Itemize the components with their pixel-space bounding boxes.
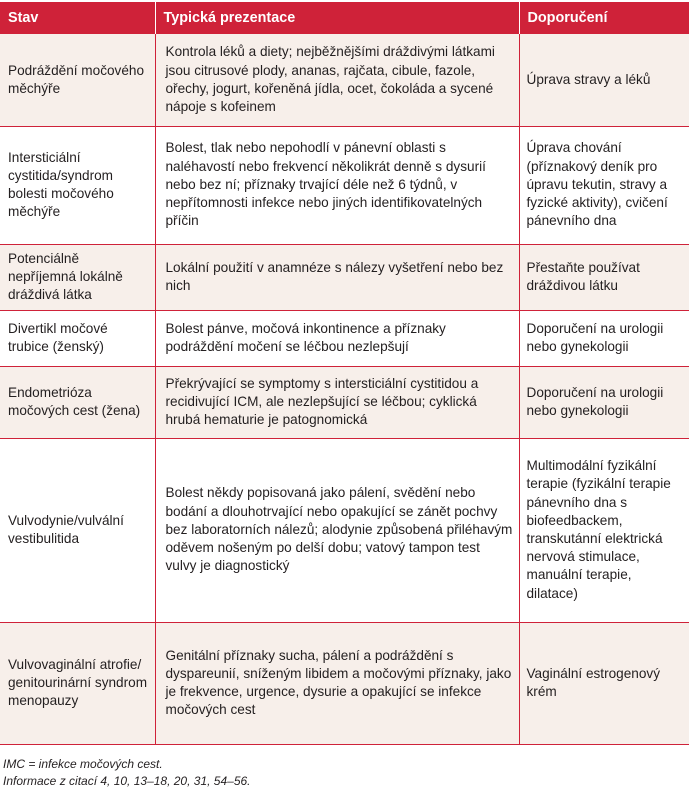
table-row xyxy=(0,310,689,366)
table-body xyxy=(0,34,689,744)
presentation-cell: Bolest, tlak nebo nepohodlí v pánevní oblasti s naléhavostí nebo frekvencí několikrát denně s dysurií nebo bez ní; příznaky trvající déle než 6 týdnů, v nepřítomnosti infekce nebo jiných identifikovatelných příčin xyxy=(155,126,519,244)
presentation-cell: Kontrola léků a diety; nejběžnějšími dráždivými látkami jsou citrusové plody, ananas, rajčata, cibule, fazole, ořechy, jogurt, kořeněná jídla, ocet, čokoláda a sycené nápoje s kofeinem xyxy=(155,34,519,126)
table-row xyxy=(0,244,689,310)
source-note: Informace z citací 4, 10, 13–18, 20, 31, 54–56. xyxy=(3,773,251,788)
recommendation-cell: Přestaňte používat dráždivou látku xyxy=(519,244,689,310)
condition-cell: Intersticiální cystitida/syndrom bolesti močového měchýře xyxy=(0,126,155,244)
presentation-cell: Lokální použití v anamnéze s nálezy vyšetření nebo bez nich xyxy=(155,244,519,310)
presentation-cell: Genitální příznaky sucha, pálení a podráždění s dyspareunií, sníženým libidem a močovými příznaky, jako je frekvence, urgence, dysurie a opakující se infekce močových cest xyxy=(155,622,519,744)
abbreviation-note: IMC = infekce močových cest. xyxy=(3,757,163,771)
differential-diagnosis-table xyxy=(0,2,689,745)
header-row xyxy=(0,2,689,34)
header-condition: Stav xyxy=(0,2,155,34)
table-row xyxy=(0,438,689,622)
condition-cell: Potenciálně nepříjemná lokálně dráždivá látka xyxy=(0,244,155,310)
footnotes xyxy=(3,756,251,789)
condition-cell: Vulvodynie/vulvální vestibulitida xyxy=(0,438,155,622)
recommendation-cell: Multimodální fyzikální terapie (fyzikální terapie pánevního dna s biofeedbackem, transkutánní elektrická nervová stimulace, manuální terapie, dilatace) xyxy=(519,438,689,622)
condition-cell: Podráždění močového měchýře xyxy=(0,34,155,126)
table-row xyxy=(0,622,689,744)
header-recommendation: Doporučení xyxy=(519,2,689,34)
condition-cell: Vulvovaginální atrofie/ genitourinární syndrom menopauzy xyxy=(0,622,155,744)
presentation-cell: Překrývající se symptomy s intersticiální cystitidou a recidivující ICM, ale nezlepšující se léčbou; cyklická hrubá hematurie je patognomická xyxy=(155,366,519,438)
recommendation-cell: Doporučení na urologii nebo gynekologii xyxy=(519,310,689,366)
table-row xyxy=(0,366,689,438)
presentation-cell: Bolest někdy popisovaná jako pálení, svědění nebo bodání a dlouhotrvající nebo opakující se zánět pochvy bez laboratorních nálezů; alodynie způsobená přiléhavým oděvem nošeným po delší dobu; vatový tampon test vulvy je diagnostický xyxy=(155,438,519,622)
recommendation-cell: Doporučení na urologii nebo gynekologii xyxy=(519,366,689,438)
table-row xyxy=(0,126,689,244)
recommendation-cell: Úprava chování (příznakový deník pro úpravu tekutin, stravy a fyzické aktivity), cvičení pánevního dna xyxy=(519,126,689,244)
condition-cell: Endometrióza močových cest (žena) xyxy=(0,366,155,438)
table-row xyxy=(0,34,689,126)
presentation-cell: Bolest pánve, močová inkontinence a příznaky podráždění močení se léčbou nezlepšují xyxy=(155,310,519,366)
recommendation-cell: Vaginální estrogenový krém xyxy=(519,622,689,744)
recommendation-cell: Úprava stravy a léků xyxy=(519,34,689,126)
condition-cell: Divertikl močové trubice (ženský) xyxy=(0,310,155,366)
header-presentation: Typická prezentace xyxy=(155,2,519,34)
table-header xyxy=(0,2,689,34)
